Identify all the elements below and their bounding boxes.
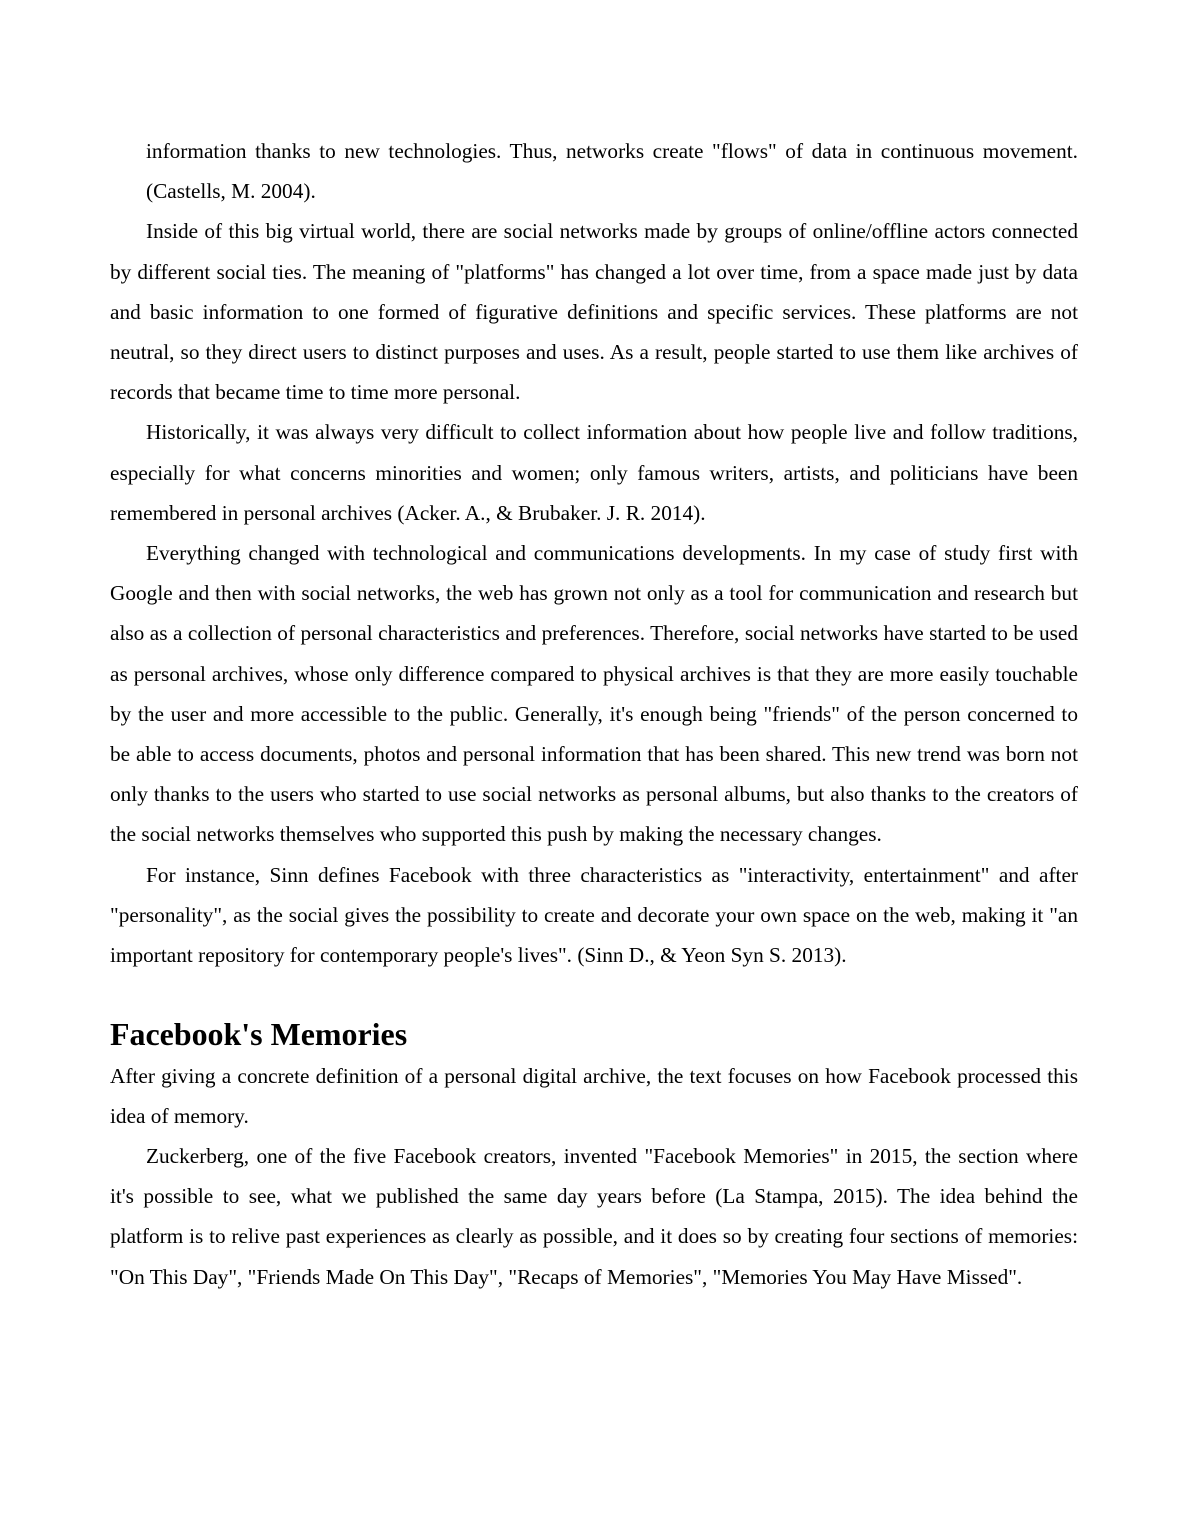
section-spacer bbox=[110, 975, 1078, 1015]
paragraph-castells-continuation: information thanks to new technologies. Thus, networks create "flows" of data in continuous movement. (Castells, M. 2004). bbox=[146, 139, 1078, 204]
paragraph-historically: Historically, it was always very difficult to collect information about how people live and follow traditions, especially for what concerns minorities and women; only famous writers, artists, and politicians have been remembered in personal archives (Acker. A., & Brubaker. J. R. 2014). bbox=[110, 420, 1078, 525]
paragraph-definition: After giving a concrete definition of a personal digital archive, the text focuses on how Facebook processed this idea of memory. bbox=[110, 1063, 1078, 1128]
section-heading: Facebook's Memories bbox=[110, 1017, 408, 1053]
paragraph-zuckerberg: Zuckerberg, one of the five Facebook creators, invented "Facebook Memories" in 2015, the section where it's possible to see, what we published the same day years before (La Stampa, 2015). The idea behind the platform is to relive past experiences as clearly as possible, and it does so by creating four sections of memories: "On This Day", "Friends Made On This Day", "Recaps of Memories", "Memories You May Have Missed". bbox=[110, 1144, 1078, 1289]
paragraph-sinn: For instance, Sinn defines Facebook with three characteristics as "interactivity, entertainment" and after "personality", as the social gives the possibility to create and decorate your own space on the web, making it "an important repository for contemporary people's lives". (Sinn D., & Yeon Syn S. 2013). bbox=[110, 862, 1078, 968]
document-page bbox=[110, 131, 1078, 1297]
paragraph-everything-changed: Everything changed with technological and communications developments. In my case of study first with Google and then with social networks, the web has grown not only as a tool for communication and research but also as a collection of personal characteristics and preferences. Therefore, social networks have started to be used as personal archives, whose only difference compared to physical archives is that they are more easily touchable by the user and more accessible to the public. Generally, it's enough being "friends" of the person concerned to be able to access documents, photos and personal information that has been shared. This new trend was born not only thanks to the users who started to use social networks as personal albums, but also thanks to the creators of the social networks themselves who supported this push by making the necessary changes. bbox=[110, 541, 1078, 847]
paragraph-virtual-world: Inside of this big virtual world, there are social networks made by groups of online/offline actors connected by different social ties. The meaning of "platforms" has changed a lot over time, from a space made just by data and basic information to one formed of figurative definitions and specific services. These platforms are not neutral, so they direct users to distinct purposes and uses. As a result, people started to use them like archives of records that became time to time more personal. bbox=[110, 219, 1078, 405]
